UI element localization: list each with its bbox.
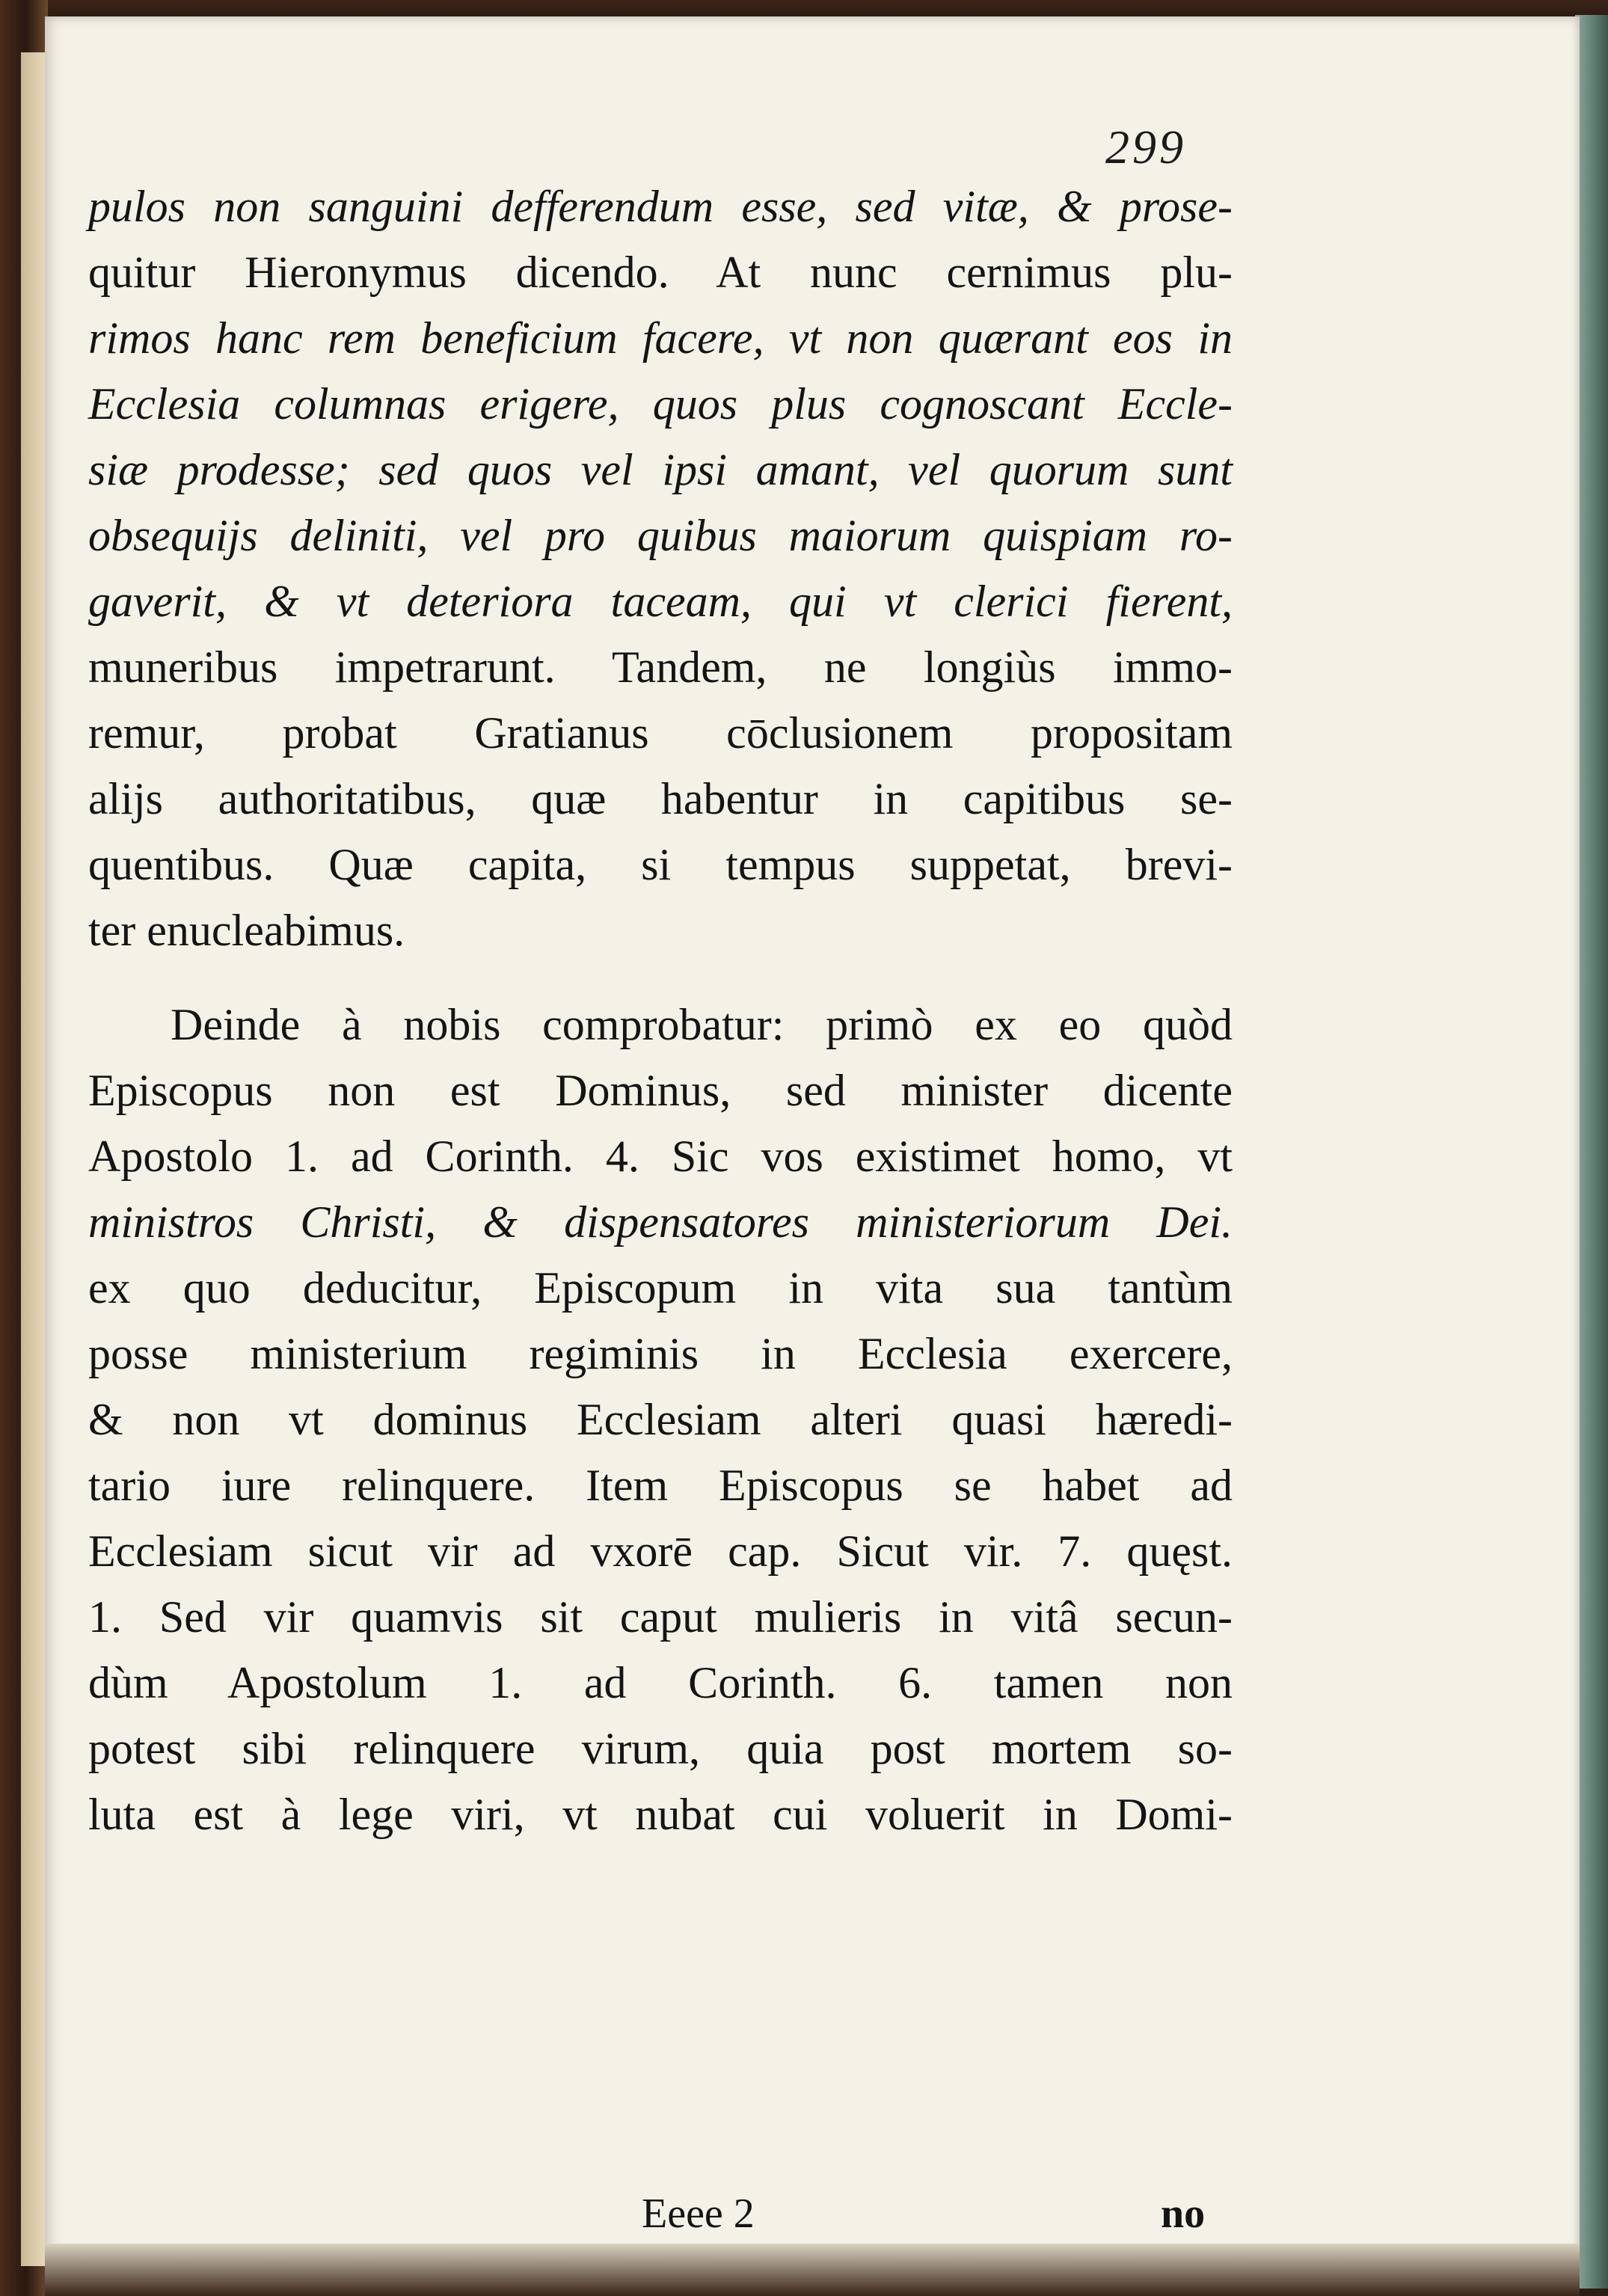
body-text	[88, 174, 1233, 1847]
text-line: Ecclesia columnas erigere, quos plus cognoscant Eccle-	[88, 379, 1233, 429]
text-line: dùm Apostolum 1. ad Corinth. 6. tamen non	[88, 1658, 1233, 1707]
text-line: pulos non sanguini defferendum esse, sed vitæ, & prose-	[88, 182, 1233, 231]
page-bottom-shadow	[45, 2244, 1580, 2296]
book-fore-edge	[1575, 15, 1608, 2289]
text-line: alijs authoritatibus, quæ habentur in capitibus se-	[88, 774, 1233, 823]
text-line: remur, probat Gratianus cōclusionem propositam	[88, 708, 1233, 758]
text-line: luta est à lege viri, vt nubat cui voluerit in Domi-	[88, 1790, 1233, 1839]
text-line: ministros Christi, & dispensatores ministeriorum Dei.	[88, 1197, 1233, 1247]
text-line: 1. Sed vir quamvis sit caput mulieris in vitâ secun-	[88, 1592, 1233, 1642]
text-line: muneribus impetrarunt. Tandem, ne longiùs immo-	[88, 642, 1233, 692]
text-line: Apostolo 1. ad Corinth. 4. Sic vos existimet homo, vt	[88, 1132, 1233, 1181]
text-line: quentibus. Quæ capita, si tempus suppetat, brevi-	[88, 840, 1233, 889]
text-line: ex quo deducitur, Episcopum in vita sua tantùm	[88, 1263, 1233, 1313]
text-line: obsequijs deliniti, vel pro quibus maiorum quispiam ro-	[88, 511, 1233, 560]
text-line: Deinde à nobis comprobatur: primò ex eo quòd	[171, 1000, 1233, 1049]
text-line: ter enucleabimus.	[88, 906, 405, 955]
page-gutter	[21, 52, 48, 2266]
catchword: no	[1161, 2191, 1206, 2237]
text-line: Ecclesiam sicut vir ad vxorē cap. Sicut vir. 7. quęst.	[88, 1526, 1233, 1576]
text-line: quitur Hieronymus dicendo. At nunc cernimus plu-	[88, 248, 1233, 297]
text-line: tario iure relinquere. Item Episcopus se habet ad	[88, 1461, 1233, 1510]
text-line: gaverit, & vt deteriora taceam, qui vt clerici fierent,	[88, 577, 1233, 626]
text-line: & non vt dominus Ecclesiam alteri quasi hæredi-	[88, 1395, 1233, 1444]
text-line: Episcopus non est Dominus, sed minister dicente	[88, 1066, 1233, 1115]
text-line: siæ prodesse; sed quos vel ipsi amant, vel quorum sunt	[88, 445, 1233, 494]
paragraph-gap	[88, 963, 1233, 992]
text-line: potest sibi relinquere virum, quia post mortem so-	[88, 1724, 1233, 1773]
text-line: rimos hanc rem beneficium facere, vt non quærant eos in	[88, 313, 1233, 363]
page-number: 299	[1105, 120, 1186, 174]
text-line: posse ministerium regiminis in Ecclesia exercere,	[88, 1329, 1233, 1378]
signature-mark: Eeee 2	[642, 2191, 755, 2237]
